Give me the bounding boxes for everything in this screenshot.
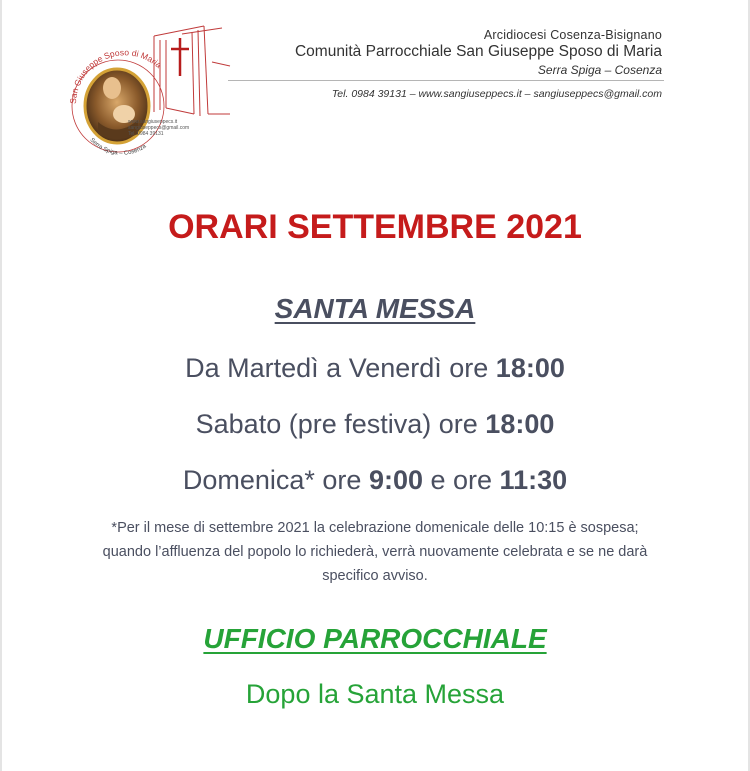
sunday-mass-time: Domenica* ore 9:00 e ore 11:30	[182, 465, 568, 495]
cross-icon	[171, 38, 189, 76]
saturday-mass-time: Sabato (pre festiva) ore 18:00	[195, 409, 555, 439]
parish-header	[295, 28, 662, 77]
header-divider	[228, 80, 664, 81]
logo-contact-text: www.sangiuseppecs.it sangiuseppecs@gmail.com Tel. 0984 39131	[128, 119, 190, 137]
parish-name: Comunità Parrocchiale San Giuseppe Sposo di Maria	[294, 43, 662, 60]
weekday-mass-time: Da Martedì a Venerdì ore 18:00	[185, 353, 565, 383]
parish-logo	[62, 22, 232, 172]
page-title: ORARI SETTEMBRE 2021	[168, 208, 582, 246]
logo-arc-text: San Giuseppe Sposo di Maria	[67, 47, 164, 105]
sunday-mass-note: *Per il mese di settembre 2021 la celebrazione domenicale delle 10:15 è sospesa; quando l’affluenza del popolo lo richiederà, verrà nuovamente celebrata e se ne darà specifico avviso.	[102, 520, 648, 584]
ufficio-heading: UFFICIO PARROCCHIALE	[203, 623, 547, 654]
church-building-icon	[154, 26, 230, 116]
santa-messa-heading: SANTA MESSA	[274, 293, 476, 324]
logo-bottom-text: Serra Spiga – Cosenza	[88, 137, 148, 157]
ufficio-hours: Dopo la Santa Messa	[245, 679, 505, 709]
archdiocese-name: Arcidiocesi Cosenza-Bisignano	[483, 28, 662, 42]
parish-location: Serra Spiga – Cosenza	[537, 63, 662, 77]
parish-contacts: Tel. 0984 39131 – www.sangiuseppecs.it – sangiuseppecs@gmail.com	[331, 88, 662, 100]
page-edge-left	[0, 0, 2, 771]
